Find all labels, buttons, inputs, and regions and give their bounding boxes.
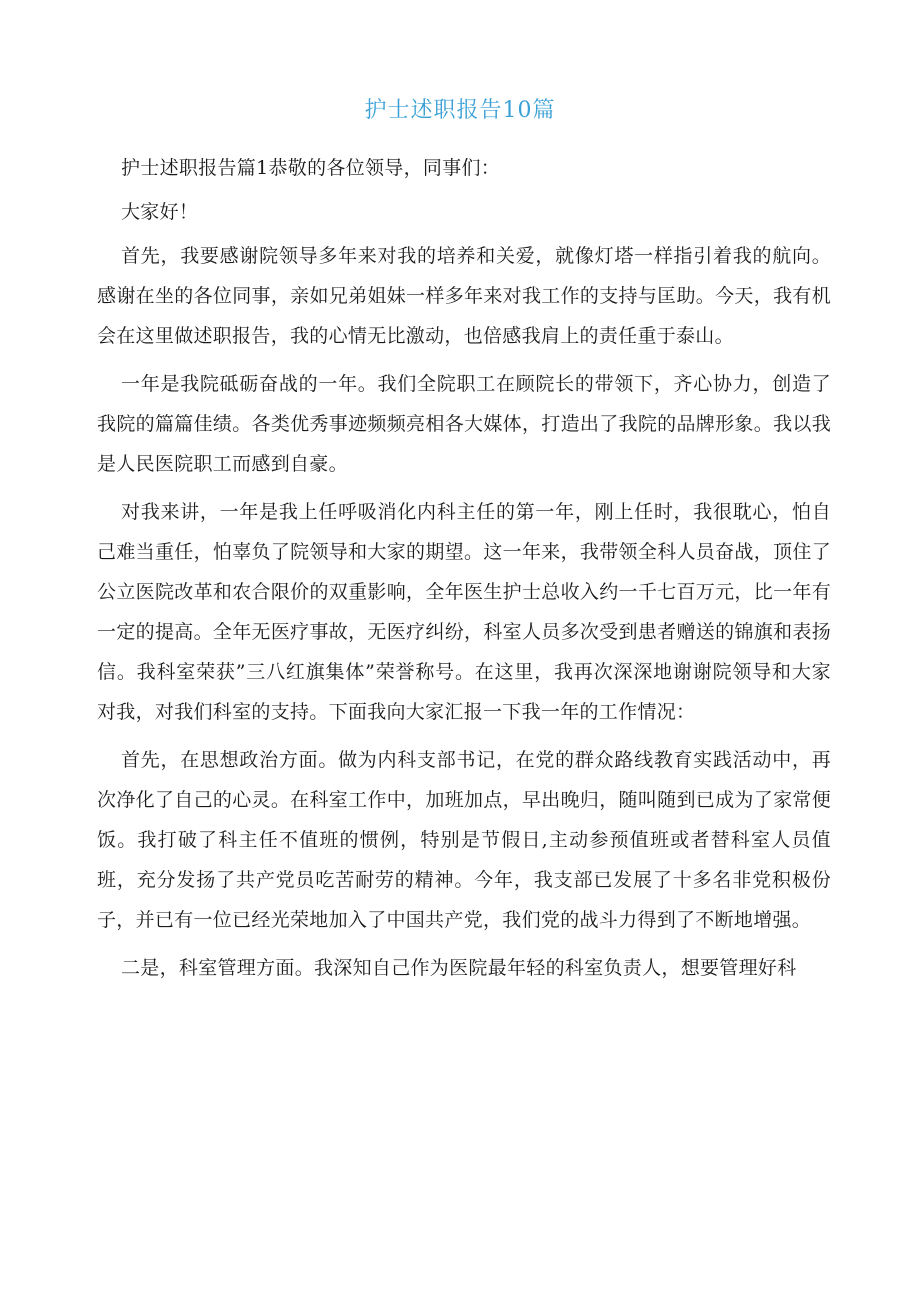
paragraph-year-summary: 一年是我院砥砺奋战的一年。我们全院职工在顾院长的带领下，齐心协力，创造了我院的篇篇佳绩。各类优秀事迹频频亮相各大媒体，打造出了我院的品牌形象。我以我是人民医院职工而感到自豪。: [97, 373, 831, 475]
paragraph-political: 首先，在思想政治方面。做为内科支部书记，在党的群众路线教育实践活动中，再次净化了自己的心灵。在科室工作中，加班加点，早出晚归，随叫随到已成为了家常便饭。我打破了科主任不值班的惯例，特别是节假日,主动参预值班或者替科室人员值班，充分发扬了共产党员吃苦耐劳的精神。今年，我支部已发展了十多名非党积极份子，并已有一位已经光荣地加入了中国共产党，我们党的战斗力得到了不断地增强。: [97, 749, 831, 931]
paragraph-management: 二是，科室管理方面。我深知自己作为医院最年轻的科室负责人，想要管理好科: [121, 957, 797, 979]
paragraph-thanks: 首先，我要感谢院领导多年来对我的培养和关爱，就像灯塔一样指引着我的航向。感谢在坐的各位同事，亲如兄弟姐妹一样多年来对我工作的支持与匡助。今天，我有机会在这里做述职报告，我的心情无比激动，也倍感我肩上的责任重于泰山。: [97, 245, 831, 347]
document-body: [97, 148, 831, 988]
paragraph-first-year: 对我来讲，一年是我上任呼吸消化内科主任的第一年，刚上任时，我很耽心，怕自己难当重任，怕辜负了院领导和大家的期望。这一年来，我带领全科人员奋战，顶住了公立医院改革和农合限价的双重影响，全年医生护士总收入约一千七百万元，比一年有一定的提高。全年无医疗事故，无医疗纠纷，科室人员多次受到患者赠送的锦旗和表扬信。我科室荣获”三八红旗集体”荣誉称号。在这里，我再次深深地谢谢院领导和大家对我，对我们科室的支持。下面我向大家汇报一下我一年的工作情况：: [97, 501, 831, 723]
paragraph-greeting: 大家好！: [121, 201, 199, 223]
paragraph-salutation: 护士述职报告篇1恭敬的各位领导，同事们：: [121, 157, 501, 179]
document-title: 护士述职报告10篇: [364, 98, 556, 123]
